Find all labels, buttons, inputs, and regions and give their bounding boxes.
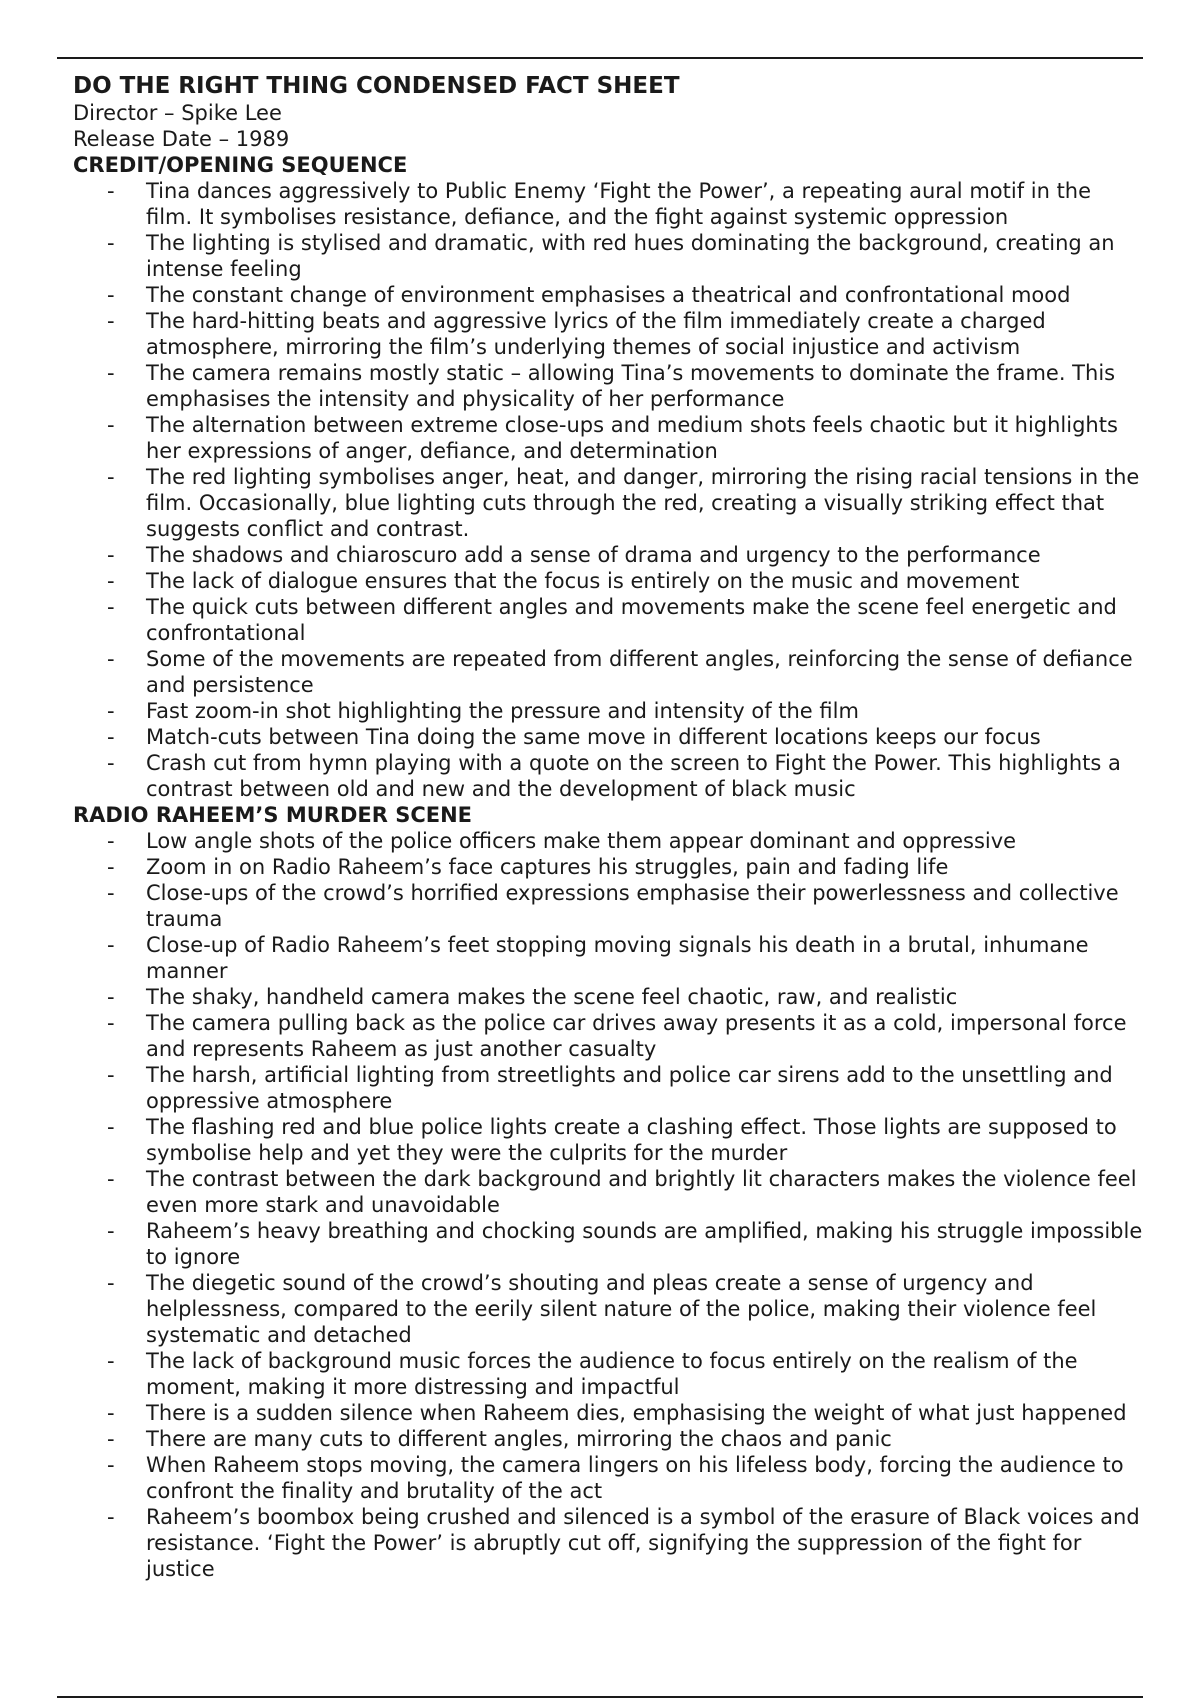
list-item bbox=[73, 282, 1143, 308]
list-item bbox=[73, 646, 1143, 698]
bullet-dash: - bbox=[107, 829, 115, 853]
list-item bbox=[73, 360, 1143, 412]
bullet-dash: - bbox=[107, 1167, 115, 1191]
list-item bbox=[73, 178, 1143, 230]
list-item-text: Zoom in on Radio Raheem’s face captures his struggles, pain and fading life bbox=[146, 855, 949, 879]
list-item bbox=[73, 1270, 1143, 1348]
list-item bbox=[73, 230, 1143, 282]
list-item bbox=[73, 1504, 1143, 1582]
list-item-text: The lighting is stylised and dramatic, with red hues dominating the background, creating an intense feeling bbox=[146, 231, 1115, 281]
list-item-text: When Raheem stops moving, the camera lingers on his lifeless body, forcing the audience to confront the finality and brutality of the act bbox=[146, 1453, 1124, 1503]
list-item-text: Match-cuts between Tina doing the same move in different locations keeps our focus bbox=[146, 725, 1041, 749]
bottom-rule bbox=[57, 1696, 1143, 1698]
bullet-dash: - bbox=[107, 1401, 115, 1425]
list-item bbox=[73, 854, 1143, 880]
list-item bbox=[73, 1426, 1143, 1452]
bullet-list bbox=[73, 178, 1143, 802]
list-item bbox=[73, 1010, 1143, 1062]
list-item-text: Tina dances aggressively to Public Enemy ‘Fight the Power’, a repeating aural motif in the film. It symbolises resistance, defiance, and the fight against systemic oppression bbox=[146, 179, 1092, 229]
list-item bbox=[73, 1218, 1143, 1270]
bullet-dash: - bbox=[107, 179, 115, 203]
list-item-text: The lack of background music forces the audience to focus entirely on the realism of the moment, making it more distressing and impactful bbox=[146, 1349, 1078, 1399]
list-item bbox=[73, 984, 1143, 1010]
list-item bbox=[73, 308, 1143, 360]
list-item bbox=[73, 1062, 1143, 1114]
bullet-dash: - bbox=[107, 1011, 115, 1035]
list-item bbox=[73, 724, 1143, 750]
list-item-text: The diegetic sound of the crowd’s shouting and pleas create a sense of urgency and helplessness, compared to the eerily silent nature of the police, making their violence feel systematic and detached bbox=[146, 1271, 1097, 1347]
section-opening-sequence bbox=[73, 152, 1143, 802]
bullet-dash: - bbox=[107, 985, 115, 1009]
bullet-dash: - bbox=[107, 1271, 115, 1295]
list-item-text: The camera pulling back as the police car drives away presents it as a cold, impersonal force and represents Raheem as just another casualty bbox=[146, 1011, 1127, 1061]
bullet-dash: - bbox=[107, 1219, 115, 1243]
list-item bbox=[73, 828, 1143, 854]
list-item-text: The alternation between extreme close-ups and medium shots feels chaotic but it highlights her expressions of anger, defiance, and determination bbox=[146, 413, 1118, 463]
list-item bbox=[73, 750, 1143, 802]
bullet-dash: - bbox=[107, 1427, 115, 1451]
list-item bbox=[73, 1452, 1143, 1504]
bullet-dash: - bbox=[107, 595, 115, 619]
list-item-text: Crash cut from hymn playing with a quote on the screen to Fight the Power. This highlights a contrast between old and new and the development of black music bbox=[146, 751, 1121, 801]
list-item-text: Low angle shots of the police officers make them appear dominant and oppressive bbox=[146, 829, 1017, 853]
document-title: DO THE RIGHT THING CONDENSED FACT SHEET bbox=[73, 73, 680, 99]
list-item bbox=[73, 1166, 1143, 1218]
bullet-dash: - bbox=[107, 933, 115, 957]
list-item-text: Fast zoom-in shot highlighting the pressure and intensity of the film bbox=[146, 699, 859, 723]
document-body bbox=[73, 72, 1143, 1582]
list-item bbox=[73, 542, 1143, 568]
bullet-dash: - bbox=[107, 361, 115, 385]
list-item bbox=[73, 464, 1143, 542]
section-murder-scene bbox=[73, 802, 1143, 1582]
bullet-dash: - bbox=[107, 231, 115, 255]
bullet-dash: - bbox=[107, 699, 115, 723]
top-rule bbox=[57, 57, 1143, 59]
list-item-text: Raheem’s heavy breathing and chocking sounds are amplified, making his struggle impossible to ignore bbox=[146, 1219, 1143, 1269]
list-item bbox=[73, 594, 1143, 646]
bullet-dash: - bbox=[107, 413, 115, 437]
list-item-text: The flashing red and blue police lights create a clashing effect. Those lights are supposed to symbolise help and yet they were the culprits for the murder bbox=[146, 1115, 1117, 1165]
bullet-dash: - bbox=[107, 543, 115, 567]
list-item-text: The red lighting symbolises anger, heat, and danger, mirroring the rising racial tensions in the film. Occasionally, blue lighting cuts through the red, creating a visually striking effect that suggests conflict and contrast. bbox=[146, 465, 1140, 541]
bullet-dash: - bbox=[107, 1505, 115, 1529]
list-item-text: The lack of dialogue ensures that the focus is entirely on the music and movement bbox=[146, 569, 1020, 593]
list-item-text: Close-up of Radio Raheem’s feet stopping moving signals his death in a brutal, inhumane manner bbox=[146, 933, 1089, 983]
list-item-text: Close-ups of the crowd’s horrified expressions emphasise their powerlessness and collective trauma bbox=[146, 881, 1119, 931]
list-item-text: Raheem’s boombox being crushed and silenced is a symbol of the erasure of Black voices and resistance. ‘Fight the Power’ is abruptly cut off, signifying the suppression of the fight for justice bbox=[146, 1505, 1140, 1581]
list-item-text: The hard-hitting beats and aggressive lyrics of the film immediately create a charged atmosphere, mirroring the film’s underlying themes of social injustice and activism bbox=[146, 309, 1046, 359]
list-item-text: The camera remains mostly static – allowing Tina’s movements to dominate the frame. This emphasises the intensity and physicality of her performance bbox=[146, 361, 1116, 411]
list-item bbox=[73, 1400, 1143, 1426]
list-item-text: The harsh, artificial lighting from streetlights and police car sirens add to the unsettling and oppressive atmosphere bbox=[146, 1063, 1113, 1113]
director-line: Director – Spike Lee bbox=[73, 101, 282, 125]
section-heading: RADIO RAHEEM’S MURDER SCENE bbox=[73, 803, 473, 827]
list-item bbox=[73, 1348, 1143, 1400]
bullet-dash: - bbox=[107, 881, 115, 905]
list-item-text: The quick cuts between different angles and movements make the scene feel energetic and confrontational bbox=[146, 595, 1117, 645]
section-heading: CREDIT/OPENING SEQUENCE bbox=[73, 153, 408, 177]
list-item-text: There are many cuts to different angles, mirroring the chaos and panic bbox=[146, 1427, 892, 1451]
list-item-text: The contrast between the dark background and brightly lit characters makes the violence feel even more stark and unavoidable bbox=[146, 1167, 1137, 1217]
bullet-dash: - bbox=[107, 855, 115, 879]
bullet-dash: - bbox=[107, 725, 115, 749]
bullet-dash: - bbox=[107, 647, 115, 671]
list-item bbox=[73, 698, 1143, 724]
list-item-text: The constant change of environment emphasises a theatrical and confrontational mood bbox=[146, 283, 1071, 307]
list-item-text: The shadows and chiaroscuro add a sense of drama and urgency to the performance bbox=[146, 543, 1041, 567]
bullet-dash: - bbox=[107, 1453, 115, 1477]
list-item-text: Some of the movements are repeated from different angles, reinforcing the sense of defiance and persistence bbox=[146, 647, 1133, 697]
bullet-list bbox=[73, 828, 1143, 1582]
bullet-dash: - bbox=[107, 1115, 115, 1139]
bullet-dash: - bbox=[107, 1063, 115, 1087]
list-item-text: There is a sudden silence when Raheem dies, emphasising the weight of what just happened bbox=[146, 1401, 1127, 1425]
bullet-dash: - bbox=[107, 309, 115, 333]
bullet-dash: - bbox=[107, 569, 115, 593]
bullet-dash: - bbox=[107, 751, 115, 775]
release-date-line: Release Date – 1989 bbox=[73, 127, 290, 151]
bullet-dash: - bbox=[107, 465, 115, 489]
list-item bbox=[73, 880, 1143, 932]
list-item-text: The shaky, handheld camera makes the scene feel chaotic, raw, and realistic bbox=[146, 985, 958, 1009]
list-item bbox=[73, 932, 1143, 984]
list-item bbox=[73, 568, 1143, 594]
list-item bbox=[73, 1114, 1143, 1166]
list-item bbox=[73, 412, 1143, 464]
bullet-dash: - bbox=[107, 283, 115, 307]
bullet-dash: - bbox=[107, 1349, 115, 1373]
